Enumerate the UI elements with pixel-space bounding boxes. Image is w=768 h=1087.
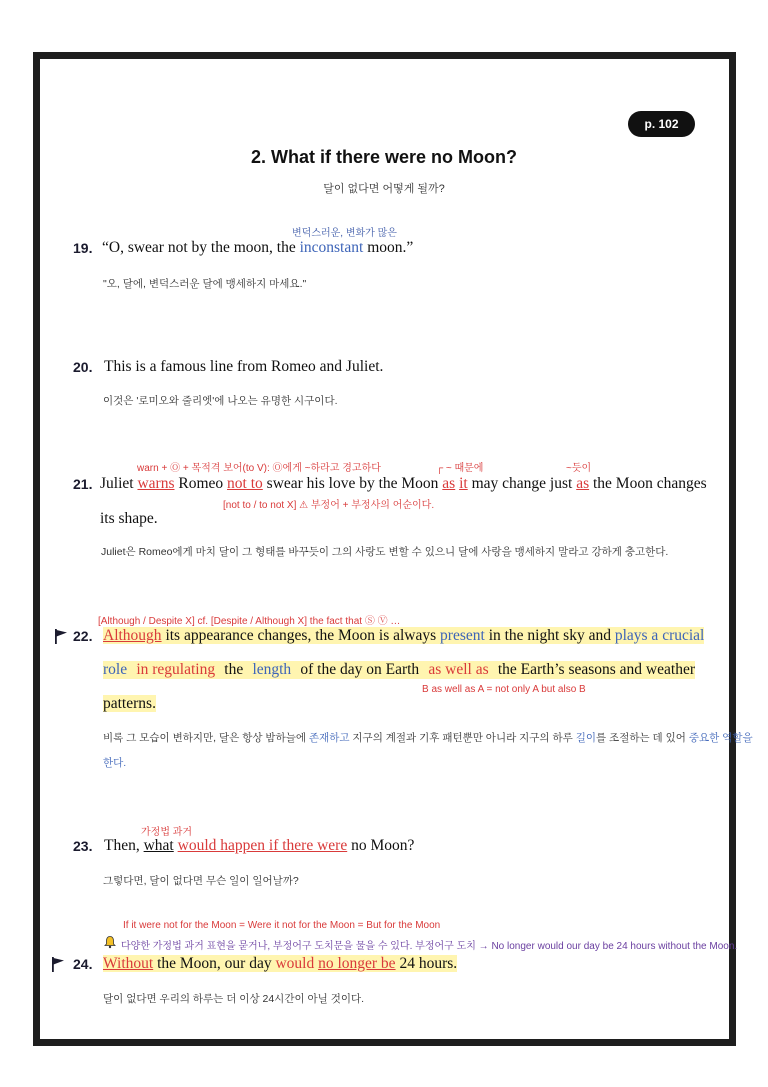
- note-although: [Although / Despite X] cf. [Despite / Although X] the fact that Ⓢ Ⓥ …: [98, 616, 401, 627]
- sentence-19-kr: "오, 달에, 변덕스러운 달에 맹세하지 마세요.": [103, 278, 307, 290]
- phrase-in-regulating: in regulating: [136, 661, 216, 678]
- word-although: Although: [103, 627, 162, 644]
- word-what: what: [143, 837, 174, 854]
- word-warns: warns: [137, 475, 175, 492]
- sentence-23-en: Then, what would happen if there were no Moon?: [104, 837, 415, 854]
- sentence-21-kr: Juliet은 Romeo에게 마치 달이 그 형태를 바꾸듯이 그의 사랑도 변할 수 있으니 달에 사랑을 맹세하지 말라고 강하게 충고한다.: [101, 546, 669, 558]
- word-as-2: as: [576, 475, 590, 492]
- sentence-19-en: “O, swear not by the moon, the inconstant moon.”: [102, 239, 414, 256]
- sentence-22-kr-line1: 비록 그 모습이 변하지만, 달은 항상 밤하늘에 존재하고 지구의 계절과 기후 패턴뿐만 아니라 지구의 하루 길이를 조절하는 데 있어 중요한 역할을: [103, 732, 753, 744]
- sentence-24-en: Without the Moon, our day would no longer be 24 hours.: [103, 955, 458, 972]
- sentence-21-en-line1: Juliet warns Romeo not to swear his love by the Moon as it may change just as the Moon changes: [100, 475, 707, 492]
- sentence-number-23: 23.: [73, 838, 93, 854]
- sentence-22-kr-line2: 한다.: [103, 757, 127, 769]
- sentence-number-21: 21.: [73, 476, 93, 492]
- sentence-number-24: 24.: [73, 956, 93, 972]
- note-inversion: 다양한 가정법 과거 표현을 묻거나, 부정어구 도치문을 물을 수 있다. 부정어구 도치 → No longer would our day be 24 hours without the Moon.: [121, 941, 738, 952]
- word-length: length: [252, 661, 292, 678]
- phrase-as-well-as: as well as: [428, 661, 489, 678]
- sentence-22-en-line1: Although its appearance changes, the Moon is always present in the night sky and plays a crucial: [103, 627, 705, 644]
- sentence-20-en: This is a famous line from Romeo and Juliet.: [104, 358, 384, 375]
- note-not-to: [not to / to not X] ⚠ 부정어 + 부정사의 어순이다.: [223, 500, 435, 511]
- flag-icon: [53, 628, 69, 644]
- sentence-number-19: 19.: [73, 240, 93, 256]
- word-it: it: [459, 475, 468, 492]
- word-present: present: [440, 627, 485, 644]
- note-subjunctive: 가정법 과거: [141, 827, 193, 838]
- sentence-22-en-line3: patterns.: [103, 695, 156, 712]
- section-title: 2. What if there were no Moon?: [250, 147, 517, 167]
- word-would: would: [275, 955, 315, 972]
- note-but-for: If it were not for the Moon = Were it not for the Moon = But for the Moon: [123, 920, 441, 931]
- sentence-24-kr: 달이 없다면 우리의 하루는 더 이상 24시간이 아닐 것이다.: [103, 993, 365, 1005]
- note-warn: warn + Ⓞ + 목적격 보어(to V): Ⓞ에게 ~하라고 경고하다: [137, 463, 381, 474]
- note-as-it: ┌ ~ 때문에: [436, 463, 484, 474]
- note-as-well-as: B as well as A = not only A but also B: [422, 684, 586, 695]
- note-as: ~듯이: [566, 463, 592, 474]
- sentence-number-22: 22.: [73, 628, 93, 644]
- phrase-plays-a-crucial: plays a crucial: [614, 627, 705, 644]
- word-role: role: [103, 661, 128, 678]
- bell-icon: [103, 935, 117, 949]
- sentence-21-en-line2: its shape.: [100, 510, 158, 527]
- section-subtitle: 달이 없다면 어떻게 될까?: [323, 183, 445, 195]
- sentence-20-kr: 이것은 '로미오와 줄리엣'에 나오는 유명한 시구이다.: [103, 395, 338, 407]
- sentence-22-en-line2: role in regulating the length of the day on Earth as well as the Earth’s seasons and weather: [103, 661, 695, 678]
- word-inconstant: inconstant: [299, 239, 364, 256]
- page-number-badge: p. 102: [628, 111, 695, 137]
- sentence-23-kr: 그렇다면, 달이 없다면 무슨 일이 일어날까?: [103, 875, 299, 887]
- note-inconstant: 변덕스러운, 변화가 많은: [292, 228, 397, 239]
- word-as-1: as: [442, 475, 456, 492]
- flag-icon: [50, 956, 66, 972]
- phrase-would-happen: would happen if there were: [177, 837, 348, 854]
- sentence-number-20: 20.: [73, 359, 93, 375]
- word-not-to: not to: [227, 475, 263, 492]
- word-without: Without: [103, 955, 154, 972]
- phrase-no-longer-be: no longer be: [318, 955, 396, 972]
